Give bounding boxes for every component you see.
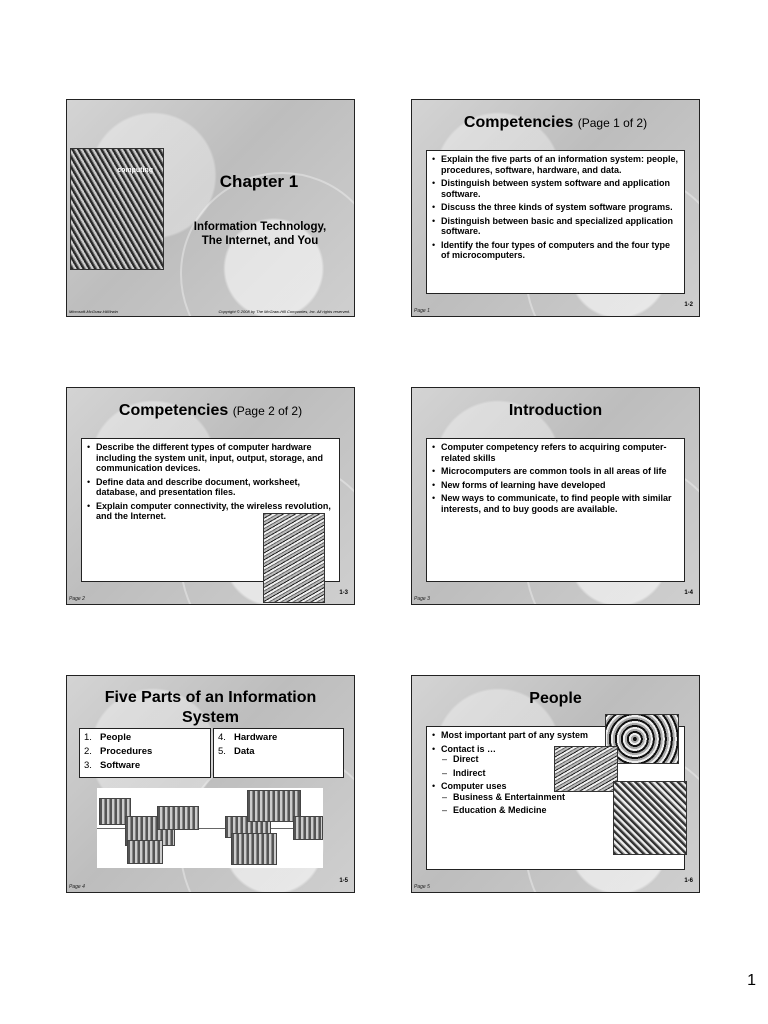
- item-label: Procedures: [100, 746, 153, 757]
- sub-item: – Education & Medicine: [453, 805, 680, 816]
- slide-competencies-1: [411, 99, 700, 317]
- chapter-subtitle: [177, 220, 343, 248]
- item-label: Software: [100, 760, 141, 771]
- list-item-text: Computer uses: [441, 781, 507, 791]
- list-item: [218, 731, 339, 745]
- document-page-number: 1: [747, 972, 756, 989]
- footer-publisher: Microsoft-McGraw-Hill/Irwin: [69, 309, 118, 314]
- item-number: 4.: [218, 732, 226, 743]
- page-label: Page 1: [414, 308, 430, 314]
- page-label: Page 5: [414, 884, 430, 890]
- item-label: Data: [234, 746, 255, 757]
- list-item: • Most important part of any system: [441, 730, 680, 741]
- list-item: [84, 759, 206, 773]
- list-item: • Computer competency refers to acquiring computer-related skills: [441, 442, 680, 463]
- book-cover-image: [70, 148, 164, 270]
- item-label: People: [100, 732, 132, 743]
- page-label: Page 4: [69, 884, 85, 890]
- slide-title: Introduction: [508, 402, 603, 419]
- page-label: Page 2: [69, 596, 85, 602]
- list-item: • Describe the different types of computer hardware including the system unit, input, output, storage, and communication devices.: [96, 442, 336, 474]
- slide-five-parts: [66, 675, 355, 893]
- list-item: • New forms of learning have developed: [441, 480, 680, 491]
- cover-title: computing: [117, 167, 153, 174]
- slide-number: 1-5: [339, 878, 348, 884]
- people-photo-3: [613, 781, 687, 855]
- list-item: • New ways to communicate, to find people with similar interests, and to buy goods are available.: [441, 493, 680, 514]
- item-number: 3.: [84, 760, 92, 771]
- slide-people: [411, 675, 700, 893]
- software-thumbnail-2: [127, 840, 163, 864]
- item-number: 2.: [84, 746, 92, 757]
- slide-title: People: [529, 690, 582, 707]
- parts-list-right: [213, 728, 344, 778]
- software-thumbnail: [157, 806, 199, 830]
- item-number: 5.: [218, 746, 226, 757]
- people-photo-2: [554, 746, 618, 792]
- list-item: • Identify the four types of computers and the four type of microcomputers.: [441, 240, 680, 261]
- slide-competencies-2: [66, 387, 355, 605]
- bullet-list: [86, 442, 336, 522]
- slide-title: Five Parts of an Information System: [104, 689, 317, 726]
- slide-number: 1-3: [339, 590, 348, 596]
- item-number: 1.: [84, 732, 92, 743]
- map-photo: [263, 513, 325, 603]
- list-item-text: Contact is …: [441, 743, 497, 754]
- list-item: • Microcomputers are common tools in all areas of life: [441, 466, 680, 477]
- slide-introduction: [411, 387, 700, 605]
- list-item: • Distinguish between basic and specialized application software.: [441, 216, 680, 237]
- sub-item: – Business & Entertainment: [453, 792, 680, 803]
- list-item: [84, 745, 206, 759]
- slide-footer: [69, 309, 350, 314]
- slide-title-sub: (Page 1 of 2): [577, 116, 648, 130]
- slide-title-sub: (Page 2 of 2): [232, 404, 303, 418]
- list-item: • Explain computer connectivity, the wireless revolution, and the Internet.: [96, 501, 336, 522]
- bullet-list: [431, 154, 680, 261]
- hardware-thumbnail-3: [231, 833, 277, 865]
- chapter-subtitle-line2: The Internet, and You: [201, 235, 319, 247]
- footer-copyright: Copyright © 2008 by The McGraw-Hill Companies, Inc. All rights reserved.: [218, 309, 350, 314]
- slide-number: 1-4: [684, 590, 693, 596]
- content-box: [426, 438, 685, 582]
- list-item: • Define data and describe document, worksheet, database, and presentation files.: [96, 477, 336, 498]
- list-item: [218, 745, 339, 759]
- item-label: Hardware: [234, 732, 278, 743]
- data-thumbnail: [293, 816, 323, 840]
- list-item: • Discuss the three kinds of system software programs.: [441, 202, 680, 213]
- slide-number: 1-2: [684, 302, 693, 308]
- slide-title-main: Competencies: [118, 402, 229, 419]
- page-label: Page 3: [414, 596, 430, 602]
- slide-title: [412, 114, 699, 132]
- content-box: [426, 150, 685, 294]
- list-item: • Explain the five parts of an information system: people, procedures, software, hardware, and data.: [441, 154, 680, 175]
- list-item: • Distinguish between system software and application software.: [441, 178, 680, 199]
- bullet-list: [431, 442, 680, 514]
- slide-number: 1-6: [684, 878, 693, 884]
- list-item: [84, 731, 206, 745]
- sub-item: – Indirect: [453, 768, 680, 779]
- sub-item: – Direct: [453, 754, 680, 765]
- slide-title: [67, 402, 354, 420]
- chapter-title: Chapter 1: [219, 172, 299, 191]
- slide-title-main: Competencies: [463, 114, 574, 131]
- parts-list-left: [79, 728, 211, 778]
- information-system-diagram: [97, 788, 323, 868]
- chapter-subtitle-line1: Information Technology,: [193, 221, 327, 233]
- slide-chapter-1: [66, 99, 355, 317]
